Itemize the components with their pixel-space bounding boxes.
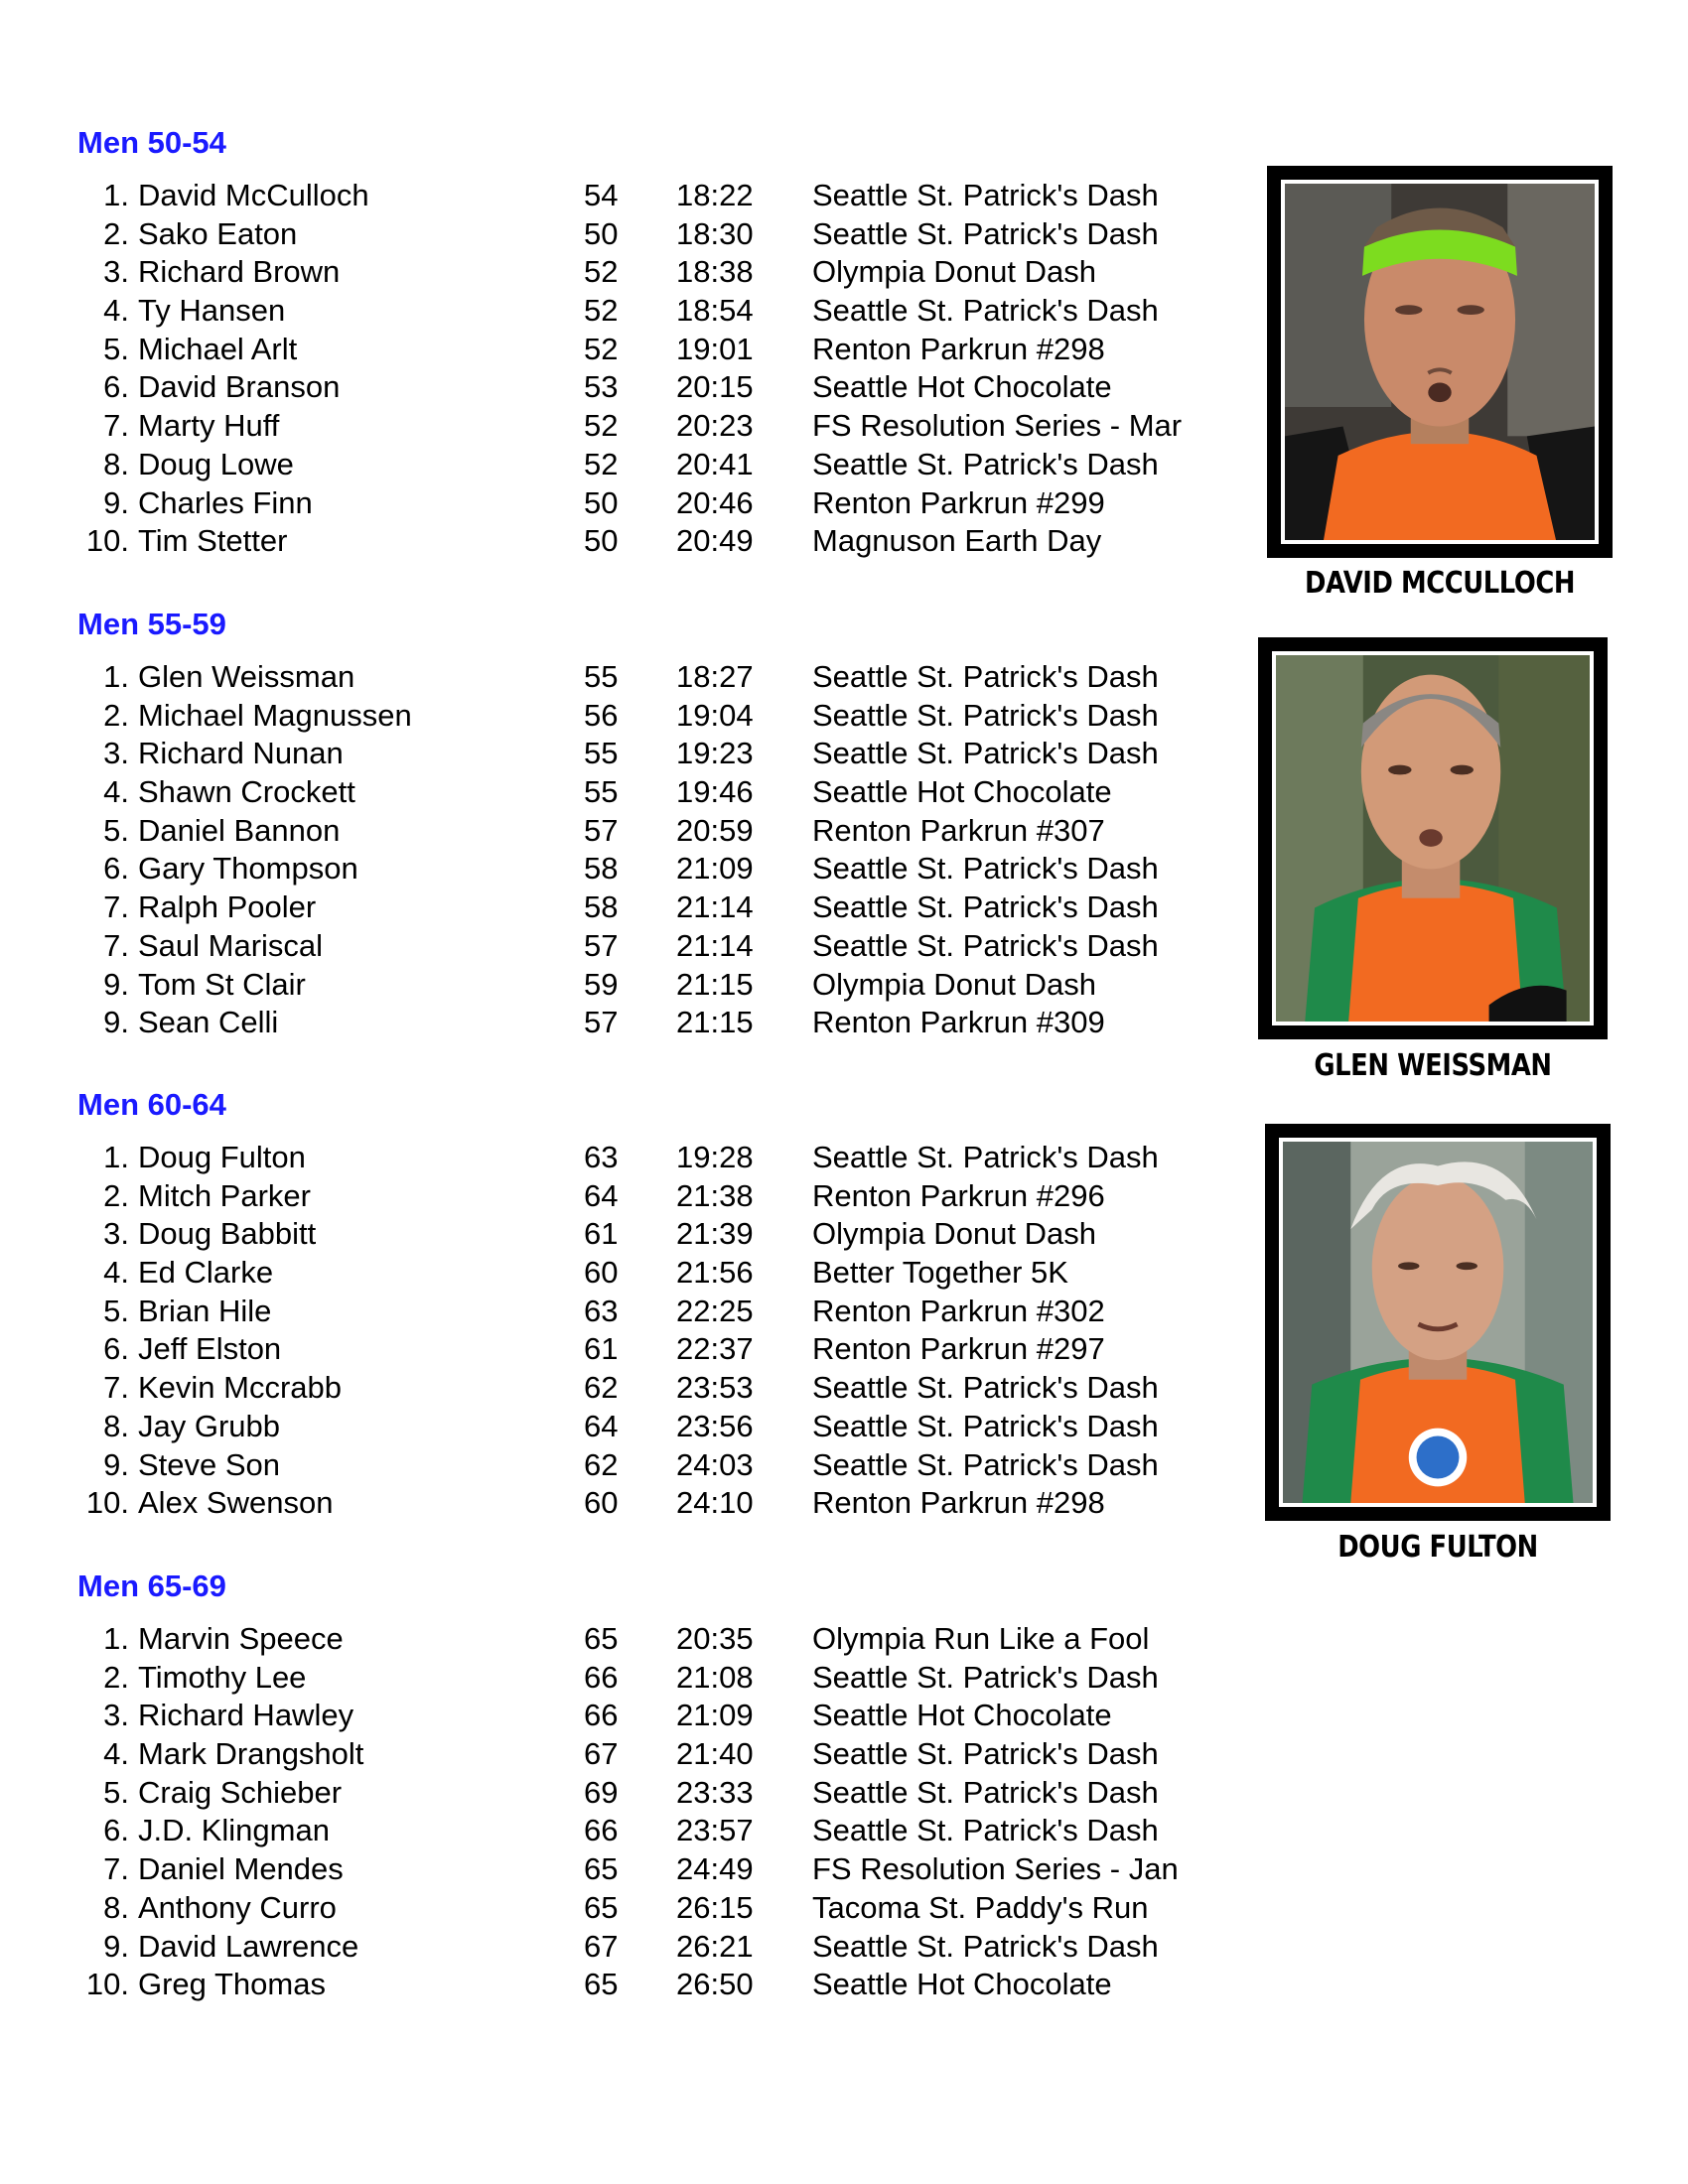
finish-time: 24:10 (676, 1485, 754, 1521)
runner-age: 63 (584, 1140, 619, 1174)
runner-age: 65 (584, 1889, 619, 1925)
runner-name: Doug Lowe (138, 446, 294, 481)
runner-photo (1272, 651, 1594, 1025)
runner-name: Kevin Mccrabb (138, 1370, 343, 1406)
finish-time: 26:21 (676, 1928, 754, 1964)
runner-name: Shawn Crockett (138, 774, 355, 810)
result-row (77, 1139, 1219, 1177)
result-rank: 8. (103, 1889, 129, 1925)
photo-frame (1267, 166, 1613, 558)
result-row (77, 850, 1219, 888)
runner-age: 57 (584, 1005, 619, 1040)
race-name: Seattle Hot Chocolate (812, 1967, 1112, 2002)
runner-name: Marty Huff (138, 408, 280, 444)
result-row (77, 1004, 1219, 1042)
race-name: Seattle St. Patrick's Dash (812, 927, 1159, 963)
result-rank: 10. (85, 523, 129, 559)
result-row (77, 331, 1219, 369)
result-row (77, 1850, 1219, 1889)
race-name: Seattle Hot Chocolate (812, 1698, 1112, 1733)
result-rank: 1. (103, 1621, 129, 1656)
result-row (77, 1484, 1219, 1523)
result-rank: 9. (103, 1005, 129, 1040)
result-rank: 7. (103, 408, 129, 444)
result-row (77, 812, 1219, 851)
result-row (77, 1659, 1219, 1698)
runner-age: 65 (584, 1967, 619, 2002)
race-name: Renton Parkrun #299 (812, 484, 1105, 520)
finish-time: 20:23 (676, 408, 754, 444)
runner-age: 61 (584, 1331, 619, 1367)
runner-age: 67 (584, 1928, 619, 1964)
runner-name: Saul Mariscal (138, 927, 324, 963)
result-rank: 9. (103, 1446, 129, 1482)
runner-age: 66 (584, 1698, 619, 1733)
runner-age: 52 (584, 293, 619, 329)
section-title: Men 60-64 (77, 1087, 226, 1122)
result-rank: 7. (103, 889, 129, 925)
runner-name: Greg Thomas (138, 1967, 326, 2002)
race-name: Seattle St. Patrick's Dash (812, 1370, 1159, 1406)
runner-name: Michael Magnussen (138, 697, 412, 733)
result-rank: 2. (103, 697, 129, 733)
finish-time: 20:15 (676, 369, 754, 405)
runner-age: 66 (584, 1813, 619, 1848)
result-rank: 7. (103, 1851, 129, 1887)
result-row (77, 253, 1219, 292)
result-row (77, 658, 1219, 697)
runner-age: 50 (584, 484, 619, 520)
runner-name: Doug Fulton (138, 1140, 306, 1174)
race-name: Seattle St. Patrick's Dash (812, 293, 1159, 329)
result-rank: 8. (103, 446, 129, 481)
runner-age: 57 (584, 927, 619, 963)
runner-name: Richard Nunan (138, 736, 344, 771)
finish-time: 20:35 (676, 1621, 754, 1656)
result-rank: 1. (103, 1140, 129, 1174)
race-name: Seattle St. Patrick's Dash (812, 1928, 1159, 1964)
result-row (77, 735, 1219, 773)
runner-age: 52 (584, 408, 619, 444)
result-rank: 2. (103, 1177, 129, 1213)
result-rank: 2. (103, 1659, 129, 1695)
result-rank: 2. (103, 215, 129, 251)
result-rank: 10. (85, 1967, 129, 2002)
race-name: Seattle St. Patrick's Dash (812, 446, 1159, 481)
runner-name: Craig Schieber (138, 1774, 343, 1810)
runner-name: Richard Brown (138, 254, 341, 290)
runner-name: Jeff Elston (138, 1331, 282, 1367)
result-row (77, 1966, 1219, 2004)
race-name: Better Together 5K (812, 1255, 1068, 1291)
race-name: Olympia Donut Dash (812, 966, 1097, 1002)
result-row (77, 966, 1219, 1005)
result-row (77, 1928, 1219, 1967)
runner-age: 66 (584, 1659, 619, 1695)
finish-time: 21:39 (676, 1216, 754, 1252)
section-men-65-69 (77, 1567, 1219, 2004)
result-rank: 4. (103, 1255, 129, 1291)
runner-name: Richard Hawley (138, 1698, 354, 1733)
race-name: Seattle St. Patrick's Dash (812, 1736, 1159, 1772)
finish-time: 18:22 (676, 178, 754, 212)
results-list (77, 1620, 1219, 2004)
runner-age: 55 (584, 774, 619, 810)
section-men-50-54 (77, 123, 1219, 561)
race-name: Magnuson Earth Day (812, 523, 1102, 559)
race-name: Seattle St. Patrick's Dash (812, 1659, 1159, 1695)
runner-age: 61 (584, 1216, 619, 1252)
runner-name: Anthony Curro (138, 1889, 337, 1925)
photo-caption: DOUG FULTON (1337, 1530, 1538, 1565)
runner-name: Glen Weissman (138, 659, 355, 694)
race-name: FS Resolution Series - Mar (812, 408, 1183, 444)
runner-name: Steve Son (138, 1446, 281, 1482)
race-name: Seattle St. Patrick's Dash (812, 1446, 1159, 1482)
race-name: Seattle St. Patrick's Dash (812, 736, 1159, 771)
result-rank: 6. (103, 1813, 129, 1848)
finish-time: 23:56 (676, 1408, 754, 1443)
section-title: Men 65-69 (77, 1569, 226, 1603)
runner-age: 64 (584, 1177, 619, 1213)
finish-time: 20:41 (676, 446, 754, 481)
runner-age: 56 (584, 697, 619, 733)
runner-age: 59 (584, 966, 619, 1002)
runner-age: 53 (584, 369, 619, 405)
finish-time: 23:33 (676, 1774, 754, 1810)
race-name: Seattle St. Patrick's Dash (812, 889, 1159, 925)
results-list (77, 658, 1219, 1042)
runner-age: 67 (584, 1736, 619, 1772)
result-rank: 3. (103, 1698, 129, 1733)
race-name: Renton Parkrun #297 (812, 1331, 1105, 1367)
result-rank: 8. (103, 1408, 129, 1443)
race-name: Renton Parkrun #309 (812, 1005, 1105, 1040)
runner-age: 60 (584, 1255, 619, 1291)
race-name: Renton Parkrun #302 (812, 1293, 1105, 1328)
result-row (77, 407, 1219, 446)
runner-age: 57 (584, 812, 619, 848)
photo-doug-fulton (1265, 1124, 1611, 1566)
runner-name: Sean Celli (138, 1005, 279, 1040)
result-row (77, 446, 1219, 484)
runner-name: Ed Clarke (138, 1255, 274, 1291)
runner-name: Jay Grubb (138, 1408, 281, 1443)
runner-name: Timothy Lee (138, 1659, 307, 1695)
finish-time: 21:14 (676, 927, 754, 963)
runner-name: David Branson (138, 369, 341, 405)
race-name: Olympia Donut Dash (812, 254, 1097, 290)
finish-time: 21:56 (676, 1255, 754, 1291)
result-row (77, 1812, 1219, 1850)
runner-age: 64 (584, 1408, 619, 1443)
result-row (77, 1293, 1219, 1331)
finish-time: 18:38 (676, 254, 754, 290)
result-rank: 6. (103, 1331, 129, 1367)
result-rank: 3. (103, 736, 129, 771)
runner-age: 69 (584, 1774, 619, 1810)
race-name: Renton Parkrun #298 (812, 1485, 1105, 1521)
race-name: Seattle St. Patrick's Dash (812, 1774, 1159, 1810)
result-rank: 9. (103, 484, 129, 520)
runner-name: Daniel Mendes (138, 1851, 344, 1887)
runner-name: Gary Thompson (138, 851, 358, 887)
result-rank: 9. (103, 966, 129, 1002)
result-rank: 3. (103, 254, 129, 290)
result-rank: 5. (103, 331, 129, 366)
result-row (77, 888, 1219, 927)
result-row (77, 177, 1219, 215)
runner-name: Doug Babbitt (138, 1216, 317, 1252)
result-row (77, 1774, 1219, 1813)
result-row (77, 368, 1219, 407)
result-row (77, 773, 1219, 812)
runner-name: Mitch Parker (138, 1177, 311, 1213)
section-men-55-59 (77, 605, 1219, 1042)
runner-name: David McCulloch (138, 178, 369, 212)
result-row (77, 697, 1219, 736)
finish-time: 18:30 (676, 215, 754, 251)
finish-time: 24:03 (676, 1446, 754, 1482)
runner-name: Daniel Bannon (138, 812, 341, 848)
finish-time: 23:57 (676, 1813, 754, 1848)
result-row (77, 292, 1219, 331)
result-row (77, 522, 1219, 561)
finish-time: 21:38 (676, 1177, 754, 1213)
result-rank: 10. (85, 1485, 129, 1521)
finish-time: 19:01 (676, 331, 754, 366)
runner-name: Marvin Speece (138, 1621, 344, 1656)
result-row (77, 1254, 1219, 1293)
finish-time: 21:08 (676, 1659, 754, 1695)
runner-age: 50 (584, 215, 619, 251)
result-rank: 5. (103, 812, 129, 848)
result-rank: 1. (103, 659, 129, 694)
finish-time: 21:40 (676, 1736, 754, 1772)
result-row (77, 1177, 1219, 1216)
finish-time: 22:25 (676, 1293, 754, 1328)
photo-frame (1258, 637, 1608, 1039)
runner-age: 52 (584, 446, 619, 481)
runner-name: Brian Hile (138, 1293, 272, 1328)
finish-time: 18:54 (676, 293, 754, 329)
runner-name: Tim Stetter (138, 523, 288, 559)
runner-age: 58 (584, 889, 619, 925)
runner-name: Ralph Pooler (138, 889, 317, 925)
runner-age: 63 (584, 1293, 619, 1328)
runner-age: 62 (584, 1446, 619, 1482)
result-rank: 3. (103, 1216, 129, 1252)
section-title: Men 55-59 (77, 607, 226, 641)
finish-time: 19:04 (676, 697, 754, 733)
finish-time: 24:49 (676, 1851, 754, 1887)
finish-time: 20:49 (676, 523, 754, 559)
race-name: Seattle Hot Chocolate (812, 369, 1112, 405)
finish-time: 23:53 (676, 1370, 754, 1406)
runner-age: 52 (584, 254, 619, 290)
photo-david-mcculloch (1267, 166, 1613, 603)
finish-time: 21:15 (676, 1005, 754, 1040)
finish-time: 21:15 (676, 966, 754, 1002)
finish-time: 21:09 (676, 1698, 754, 1733)
result-row (77, 1330, 1219, 1369)
result-row (77, 1215, 1219, 1254)
race-name: Seattle Hot Chocolate (812, 774, 1112, 810)
section-title: Men 50-54 (77, 125, 226, 160)
runner-age: 52 (584, 331, 619, 366)
runner-name: Ty Hansen (138, 293, 286, 329)
result-rank: 6. (103, 851, 129, 887)
runner-age: 62 (584, 1370, 619, 1406)
race-name: Renton Parkrun #298 (812, 331, 1105, 366)
finish-time: 21:14 (676, 889, 754, 925)
runner-age: 65 (584, 1621, 619, 1656)
race-name: Seattle St. Patrick's Dash (812, 851, 1159, 887)
result-row (77, 1735, 1219, 1774)
race-name: Seattle St. Patrick's Dash (812, 659, 1159, 694)
runner-age: 55 (584, 736, 619, 771)
runner-name: Tom St Clair (138, 966, 306, 1002)
race-name: Olympia Donut Dash (812, 1216, 1097, 1252)
result-row (77, 1889, 1219, 1928)
result-rank: 1. (103, 178, 129, 212)
result-row (77, 1620, 1219, 1659)
runner-age: 60 (584, 1485, 619, 1521)
race-name: Seattle St. Patrick's Dash (812, 697, 1159, 733)
finish-time: 22:37 (676, 1331, 754, 1367)
runner-name: Sako Eaton (138, 215, 298, 251)
finish-time: 18:27 (676, 659, 754, 694)
result-row (77, 1369, 1219, 1408)
finish-time: 19:28 (676, 1140, 754, 1174)
result-row (77, 1446, 1219, 1485)
result-rank: 9. (103, 1928, 129, 1964)
photo-glen-weissman (1258, 637, 1608, 1084)
runner-name: Charles Finn (138, 484, 313, 520)
runner-photo (1279, 1138, 1597, 1507)
runner-photo (1281, 180, 1599, 544)
result-row (77, 1697, 1219, 1735)
result-row (77, 215, 1219, 254)
race-name: Seattle St. Patrick's Dash (812, 1408, 1159, 1443)
finish-time: 26:50 (676, 1967, 754, 2002)
runner-age: 50 (584, 523, 619, 559)
runner-name: Michael Arlt (138, 331, 298, 366)
result-rank: 7. (103, 1370, 129, 1406)
result-rank: 6. (103, 369, 129, 405)
section-men-60-64 (77, 1085, 1219, 1523)
runner-age: 65 (584, 1851, 619, 1887)
runner-name: Alex Swenson (138, 1485, 334, 1521)
result-row (77, 1408, 1219, 1446)
finish-time: 26:15 (676, 1889, 754, 1925)
result-row (77, 927, 1219, 966)
finish-time: 19:23 (676, 736, 754, 771)
runner-age: 55 (584, 659, 619, 694)
photo-frame (1265, 1124, 1611, 1521)
race-name: Renton Parkrun #296 (812, 1177, 1105, 1213)
race-name: FS Resolution Series - Jan (812, 1851, 1179, 1887)
runner-name: David Lawrence (138, 1928, 359, 1964)
results-list (77, 1139, 1219, 1523)
photo-caption: GLEN WEISSMAN (1314, 1048, 1552, 1083)
race-name: Seattle St. Patrick's Dash (812, 1813, 1159, 1848)
runner-name: J.D. Klingman (138, 1813, 330, 1848)
result-rank: 5. (103, 1293, 129, 1328)
result-rank: 4. (103, 293, 129, 329)
result-rank: 5. (103, 1774, 129, 1810)
finish-time: 20:46 (676, 484, 754, 520)
race-name: Seattle St. Patrick's Dash (812, 215, 1159, 251)
runner-age: 58 (584, 851, 619, 887)
race-name: Renton Parkrun #307 (812, 812, 1105, 848)
race-name: Seattle St. Patrick's Dash (812, 1140, 1159, 1174)
runner-age: 54 (584, 178, 619, 212)
result-rank: 7. (103, 927, 129, 963)
finish-time: 21:09 (676, 851, 754, 887)
race-name: Olympia Run Like a Fool (812, 1621, 1150, 1656)
finish-time: 20:59 (676, 812, 754, 848)
result-rank: 4. (103, 774, 129, 810)
race-name: Tacoma St. Paddy's Run (812, 1889, 1149, 1925)
race-name: Seattle St. Patrick's Dash (812, 178, 1159, 212)
results-list (77, 177, 1219, 561)
result-row (77, 484, 1219, 523)
result-rank: 4. (103, 1736, 129, 1772)
runner-name: Mark Drangsholt (138, 1736, 364, 1772)
photo-caption: DAVID MCCULLOCH (1304, 566, 1576, 601)
finish-time: 19:46 (676, 774, 754, 810)
